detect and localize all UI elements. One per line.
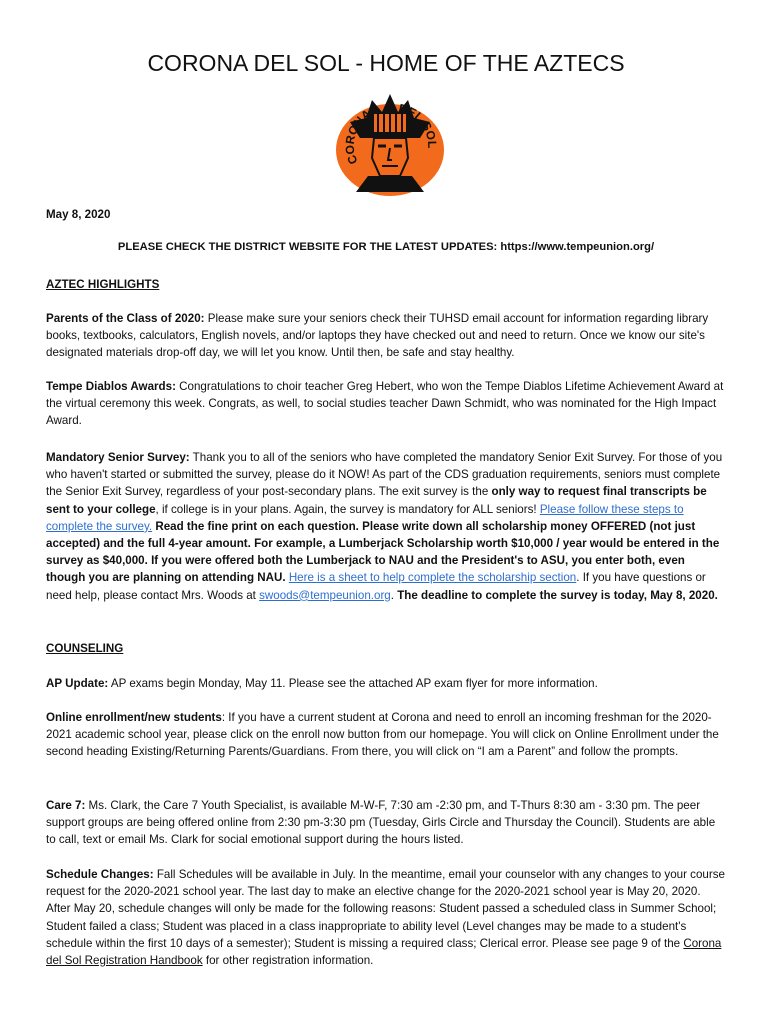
ap-label: AP Update:: [46, 677, 109, 690]
logo-shoulders: [356, 176, 424, 192]
section-heading-highlights: AZTEC HIGHLIGHTS: [46, 278, 160, 291]
logo-face: [372, 138, 408, 176]
schedule-text-1: Fall Schedules will be available in July. In the meantime, email your counselor with any changes to your course request for the 2020-2021 school year. The last day to make an elective change for the 2020-2021 school year is May 20, 2020. After May 20, schedule changes will only be made for the following reasons: Student passed a scheduled class in Summer School; Student failed a class; Student was placed in a class inappropriate to ability level (Level changes may be made to a student's schedule within the first 10 days of a semester); Student is missing a required class; Clerical error. Please see page 9 of the: [46, 868, 725, 950]
survey-text-4: . If you have questions or need help, please contact Mrs. Woods at: [46, 571, 706, 602]
survey-steps-link[interactable]: Please follow these steps to complete the survey.: [46, 502, 684, 533]
scholarship-sheet-link[interactable]: Here is a sheet to help complete the scholarship section: [288, 571, 577, 585]
logo-arc-text-right: DEL SOL: [397, 101, 440, 149]
care7-text: Ms. Clark, the Care 7 Youth Specialist, is available M-W-F, 7:30 am -2:30 pm, and T-Thurs 8:30 am - 3:30 pm. The peer support groups are being offered online from 2:30 pm-3:30 pm (Tuesday, Girls Circle and Thursday the Council). Students are able to call, text or email Ms. Clark for social emotional support during the hours listed.: [46, 799, 716, 847]
ap-text: AP exams begin Monday, May 11. Please see the attached AP exam flyer for more information.: [108, 677, 598, 690]
ap-paragraph: [46, 675, 726, 692]
schedule-label: Schedule Changes:: [46, 868, 154, 881]
schedule-text-2: for other registration information.: [202, 954, 374, 968]
survey-bold-transcripts: only way to request final transcripts be sent to your college: [46, 485, 707, 516]
woods-email-link[interactable]: swoods@tempeunion.org: [259, 588, 391, 602]
care7-paragraph: [46, 797, 726, 849]
care7-label: Care 7:: [46, 799, 86, 812]
survey-text-5: .: [390, 588, 398, 602]
document-date: May 8, 2020: [46, 208, 111, 221]
diablos-paragraph: [46, 378, 726, 430]
enrollment-text: : If you have a current student at Corona and need to enroll an incoming freshman for the 2020-2021 academic school year, please click on the enroll now button from our homepage. You will click on Online Enrollment under the second heading Existing/Returning Parents/Guardians. From there, you will click on “I am a Parent” and follow the prompts.: [46, 711, 719, 759]
survey-deadline: The deadline to complete the survey is today, May 8, 2020.: [397, 588, 718, 602]
registration-handbook-link[interactable]: Corona del Sol Registration Handbook: [46, 936, 722, 968]
parents-text: Please make sure your seniors check their TUHSD email account for information regarding library books, textbooks, calculators, English novels, and/or laptops they have checked out and need to return. Once we know our site's designated materials drop-off day, we will let you know. Until then, be safe and stay healthy.: [46, 312, 709, 360]
logo-arc-text-left: CORONA: [342, 106, 374, 167]
page-title: CORONA DEL SOL - HOME OF THE AZTECS: [147, 50, 625, 76]
enrollment-paragraph: [46, 709, 726, 761]
survey-text-3: Read the fine print on each question. Please write down all scholarship money OFFERED (not just accepted) and the full 4-year amount. For example, a Lumberjack Scholarship worth $10,000 / year would be entered in the survey as $40,000. If you were offered both the Lumberjack to NAU and the President's to ASU, you enter both, even though you are planning on attending NAU.: [46, 519, 720, 585]
parents-paragraph: [46, 310, 726, 362]
district-notice: PLEASE CHECK THE DISTRICT WEBSITE FOR THE LATEST UPDATES: https://www.tempeunion.org/: [117, 241, 655, 253]
survey-text-2: , if college is in your plans. Again, the survey is mandatory for ALL seniors!: [155, 502, 540, 516]
section-heading-counseling: COUNSELING: [46, 642, 124, 655]
survey-paragraph: [46, 449, 726, 604]
diablos-text: Congratulations to choir teacher Greg Hebert, who won the Tempe Diablos Lifetime Achievement Award at the virtual ceremony this week. Congrats, as well, to social studies teacher Dawn Schmidt, who was nominated for the High Impact Award.: [46, 380, 724, 428]
diablos-label: Tempe Diablos Awards:: [46, 380, 176, 393]
survey-text-1: Thank you to all of the seniors who have completed the mandatory Senior Exit Survey. For those of you who haven't started or submitted the survey, please do it NOW! As part of the CDS graduation requirements, seniors must complete the Senior Exit Survey, regardless of your post-secondary plans. The exit survey is the: [46, 451, 723, 499]
parents-label: Parents of the Class of 2020:: [46, 312, 205, 325]
enrollment-label: Online enrollment/new students: [46, 711, 222, 724]
corona-del-sol-logo: [328, 92, 452, 198]
survey-label: Mandatory Senior Survey:: [46, 451, 190, 464]
schedule-paragraph: [46, 866, 726, 969]
